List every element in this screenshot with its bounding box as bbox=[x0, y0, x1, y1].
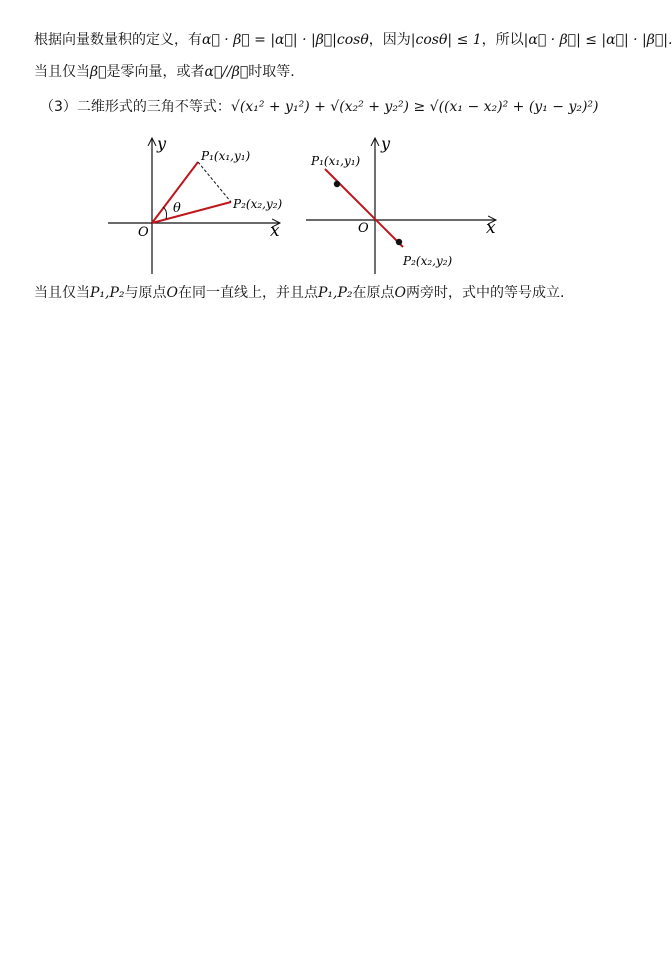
formula-cos-bound: |cosθ| ≤ 1 bbox=[410, 32, 482, 48]
section-label: （3）二维形式的三角不等式： bbox=[40, 99, 231, 115]
figure-collinear bbox=[302, 132, 502, 280]
x-axis-label: x bbox=[486, 218, 496, 238]
text-mid: ，因为 bbox=[368, 32, 411, 48]
text-suffix: 时取等. bbox=[248, 64, 295, 80]
p1-label: P₁(x₁,y₁) bbox=[311, 154, 361, 168]
paragraph-dot-product-definition bbox=[34, 30, 672, 50]
vector-op2 bbox=[152, 202, 231, 223]
figure-collinear-svg bbox=[302, 132, 502, 280]
theta-label: θ bbox=[173, 201, 181, 216]
text-mid3: 在原点 bbox=[352, 285, 395, 301]
y-axis-label: y bbox=[381, 134, 391, 153]
origin-o2: O bbox=[394, 285, 406, 301]
x-axis-label: x bbox=[270, 221, 280, 241]
figure-triangle bbox=[104, 132, 290, 280]
point-p2 bbox=[396, 239, 402, 245]
origin-label: O bbox=[138, 225, 149, 240]
text-suffix: 两旁时，式中的等号成立. bbox=[406, 285, 565, 301]
paragraph-triangle-inequality bbox=[40, 97, 599, 117]
text-prefix: 当且仅当 bbox=[34, 64, 90, 80]
text-prefix: 当且仅当 bbox=[34, 285, 90, 301]
text-mid: 与原点 bbox=[124, 285, 167, 301]
p2-label: P₂(x₂,y₂) bbox=[403, 254, 453, 268]
formula-beta: β⃗ bbox=[90, 64, 107, 80]
paragraph-equality-collinear bbox=[34, 283, 564, 303]
formula-parallel: α⃗//β⃗ bbox=[204, 64, 249, 80]
origin-o: O bbox=[166, 285, 178, 301]
text-mid2: ，所以 bbox=[481, 32, 524, 48]
p1-label: P₁(x₁,y₁) bbox=[201, 149, 251, 163]
point-p1 bbox=[334, 181, 340, 187]
formula-inequality: |α⃗ · β⃗| ≤ |α⃗| · |β⃗|. bbox=[523, 32, 672, 48]
text-mid: 是零向量，或者 bbox=[106, 64, 205, 80]
formula-points2: P₁,P₂ bbox=[318, 285, 353, 301]
origin-label: O bbox=[358, 221, 369, 236]
text-prefix: 根据向量数量积的定义，有 bbox=[34, 32, 202, 48]
formula-points: P₁,P₂ bbox=[90, 285, 125, 301]
figure-triangle-svg bbox=[104, 132, 290, 280]
y-axis-label: y bbox=[157, 134, 167, 153]
formula-dot-product: α⃗ · β⃗ = |α⃗| · |β⃗|cosθ bbox=[202, 32, 369, 48]
p2-label: P₂(x₂,y₂) bbox=[233, 197, 283, 211]
segment-p1p2 bbox=[198, 162, 231, 202]
paragraph-equality-condition bbox=[34, 62, 295, 82]
text-mid2: 在同一直线上，并且点 bbox=[178, 285, 318, 301]
formula-triangle-inequality: √(x₁² + y₁²) + √(x₂² + y₂²) ≥ √((x₁ − x₂)² + (y₁ − y₂)²) bbox=[230, 99, 599, 115]
